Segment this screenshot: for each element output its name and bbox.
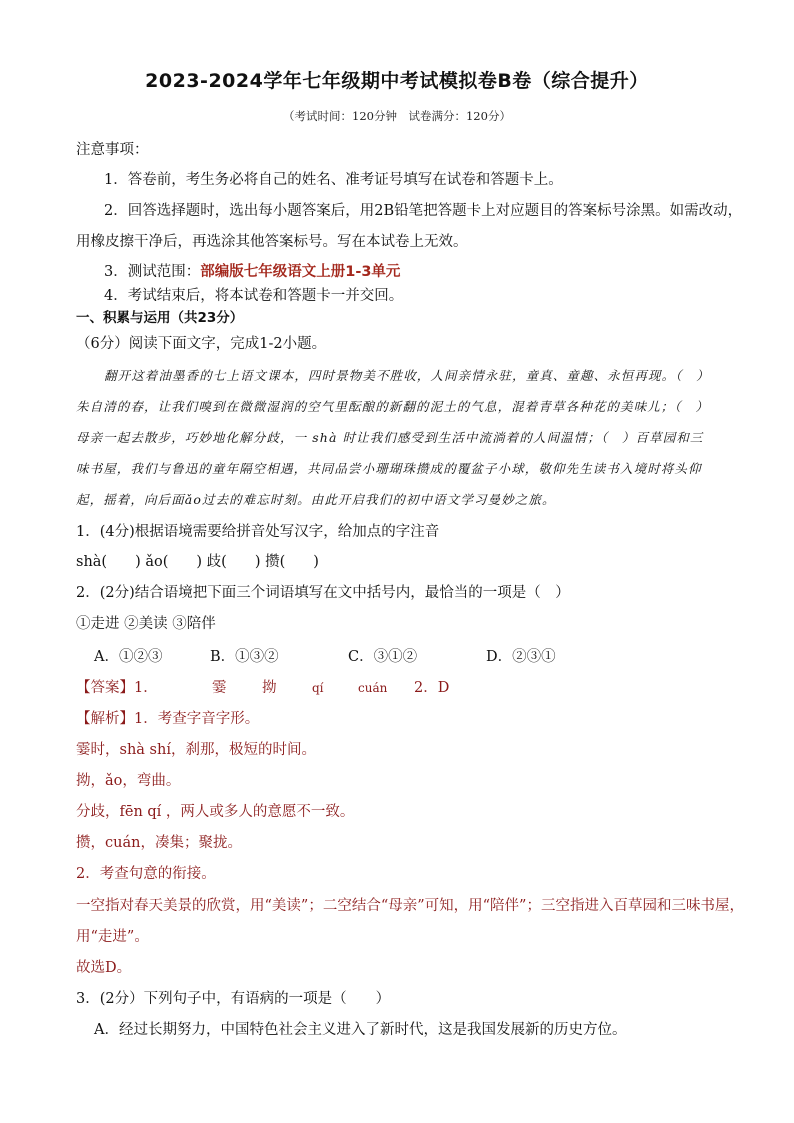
option-b: B．①③②: [210, 649, 279, 665]
section-heading: 一、积累与运用（共23分）: [76, 310, 244, 326]
page-title: 2023-2024学年七年级期中考试模拟卷B卷（综合提升）: [145, 70, 649, 92]
passage-line: 母亲一起去散步，巧妙地化解分歧，一 shà 时让我们感受到生活中流淌着的人间温情；（ ）百草园和三: [76, 430, 704, 445]
answer-item: 1．: [134, 680, 158, 696]
answer-item: 2．D: [414, 680, 450, 696]
passage-line: 起，摇着，向后面ǎo过去的难忘时刻。由此开启我们的初中语文学习曼妙之旅。: [76, 492, 556, 507]
notice-item: 4．考试结束后，将本试卷和答题卡一并交回。: [104, 288, 404, 304]
answer-line: [76, 678, 754, 698]
notice-scope-value: 部编版七年级语文上册1-3单元: [200, 264, 401, 280]
analysis-line: 用“走进”。: [76, 929, 149, 945]
question-2-options: [94, 647, 754, 667]
question-3-option-a: A．经过长期努力，中国特色社会主义进入了新时代，这是我国发展新的历史方位。: [94, 1022, 627, 1038]
passage-line: 朱自清的春，让我们嗅到在微微湿润的空气里酝酿的新翻的泥土的气息，混着青草各种花的美味儿；（ ）: [76, 399, 709, 414]
question-1-blanks: [76, 552, 754, 572]
question-1: 1．(4分)根据语境需要给拼音处写汉字，给加点的字注音: [76, 524, 440, 540]
blank-label: ): [313, 554, 319, 570]
option-a: A．①②③: [94, 649, 163, 665]
answer-item: 霎: [212, 680, 227, 696]
notice-item: 2．回答选择题时，选出每小题答案后，用2B铅笔把答题卡上对应题目的答案标号涂黑。如需改动，: [104, 203, 743, 219]
answer-item: 拗: [262, 680, 277, 696]
analysis-line: 分歧，fēn qí ，两人或多人的意愿不一致。: [76, 804, 355, 820]
analysis-line: 攒，cuán，凑集；聚拢。: [76, 835, 242, 851]
notice-heading: 注意事项：: [76, 142, 149, 158]
analysis-line: 一空指对春天美景的欣赏，用“美读”；二空结合“母亲”可知，用“陪伴”；三空指进入百草园和三味书屋，: [76, 898, 744, 914]
analysis-heading: [76, 709, 754, 729]
notice-scope-prefix: 3．测试范围：: [104, 264, 201, 280]
passage-line: 味书屋，我们与鲁迅的童年隔空相遇，共同品尝小珊瑚珠攒成的覆盆子小球，敬仰先生读书入境时将头仰: [76, 461, 702, 476]
analysis-line: 2．考查句意的衔接。: [76, 866, 216, 882]
answer-label: 【答案】: [76, 680, 134, 696]
notice-item: 1．答卷前，考生务必将自己的姓名、准考证号填写在试卷和答题卡上。: [104, 172, 563, 188]
analysis-label: 【解析】: [76, 711, 134, 727]
answer-item: qí: [312, 681, 324, 695]
option-d: D．②③①: [486, 649, 556, 665]
blank-label: shà(: [76, 554, 108, 570]
answer-item: cuán: [358, 681, 388, 695]
passage-line: 翻开这着油墨香的七上语文课本，四时景物美不胜收，人间亲情永驻，童真、童趣、永恒再现。（ ）: [104, 368, 710, 383]
analysis-line: 拗，ǎo，弯曲。: [76, 773, 181, 789]
blank-label: ) ǎo(: [135, 554, 169, 570]
question-3: 3．(2分）下列句子中，有语病的一项是（ ）: [76, 991, 391, 1007]
exam-subtitle: （考试时间：120分钟 试卷满分：120分）: [283, 109, 511, 123]
blank-label: ) 攒(: [254, 554, 286, 570]
question-2-words: ①走进 ②美读 ③陪伴: [76, 616, 216, 632]
blank-label: ) 歧(: [196, 554, 227, 570]
question-2: 2．(2分)结合语境把下面三个词语填写在文中括号内，最恰当的一项是（ ）: [76, 585, 570, 601]
analysis-line: 故选D。: [76, 960, 132, 976]
option-c: C．③①②: [348, 649, 418, 665]
analysis-item: 1．考查字音字形。: [134, 711, 260, 727]
reading-intro: （6分）阅读下面文字，完成1-2小题。: [76, 336, 327, 352]
analysis-line: 霎时，shà shí，刹那，极短的时间。: [76, 742, 316, 758]
notice-item: [104, 262, 754, 282]
notice-item: 用橡皮擦干净后，再选涂其他答案标号。写在本试卷上无效。: [76, 234, 468, 250]
